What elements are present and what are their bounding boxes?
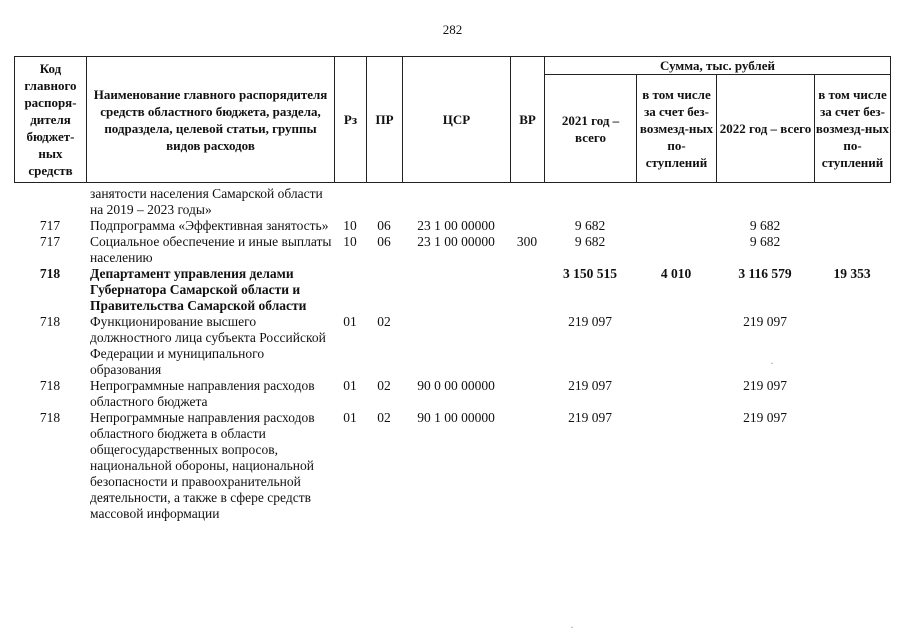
row-2021-total: 3 150 515 bbox=[563, 266, 617, 281]
row-2022-free bbox=[814, 314, 890, 378]
row-pr: 06 bbox=[377, 234, 391, 249]
row-pr: 06 bbox=[377, 218, 391, 233]
row-2021-free bbox=[636, 410, 716, 522]
header-2022-free: в том числе за счет без-возмезд-ных по-ступлений bbox=[815, 75, 891, 183]
row-2021-total: 219 097 bbox=[568, 410, 612, 425]
row-2022-total: 3 116 579 bbox=[738, 266, 792, 281]
row-vr bbox=[510, 266, 544, 314]
table-body bbox=[14, 186, 890, 522]
row-vr bbox=[510, 314, 544, 378]
row-rz bbox=[334, 266, 366, 314]
header-vr: ВР bbox=[511, 57, 545, 183]
row-name: Социальное обеспечение и иные выплаты населению bbox=[90, 234, 332, 265]
row-pr: 02 bbox=[377, 314, 391, 329]
row-pr: 02 bbox=[377, 378, 391, 393]
row-2021-free: 4 010 bbox=[660, 266, 692, 281]
row-2022-total: 9 682 bbox=[749, 234, 781, 249]
row-2021-free bbox=[636, 378, 716, 410]
row-rz: 10 bbox=[343, 218, 357, 233]
row-name: Непрограммные направления расходов областного бюджета bbox=[90, 378, 315, 409]
row-2021-free bbox=[636, 234, 716, 266]
row-2022-free bbox=[814, 234, 890, 266]
table-row bbox=[14, 314, 890, 378]
row-rz bbox=[334, 186, 366, 218]
header-2021-total: 2021 год – всего bbox=[545, 75, 637, 183]
table-row bbox=[14, 266, 890, 314]
row-2022-free bbox=[814, 218, 890, 234]
row-2021-total: 219 097 bbox=[568, 314, 612, 329]
row-vr bbox=[510, 218, 544, 234]
row-2022-total: 219 097 bbox=[743, 378, 787, 393]
row-code: 718 bbox=[39, 410, 61, 425]
row-2022-free: 19 353 bbox=[833, 266, 871, 281]
row-vr bbox=[510, 186, 544, 218]
row-name: занятости населения Самарской области на 2019 – 2023 годы» bbox=[90, 186, 323, 217]
row-2021-total: 219 097 bbox=[568, 378, 612, 393]
row-2022-free bbox=[814, 378, 890, 410]
table-row bbox=[14, 410, 890, 522]
row-csr: 90 1 00 00000 bbox=[417, 410, 495, 425]
row-2021-total: 9 682 bbox=[574, 218, 606, 233]
scan-speck: · bbox=[570, 620, 574, 634]
row-2021-free bbox=[636, 186, 716, 218]
row-name: Департамент управления делами Губернатора Самарской области и Правительства Самарской области bbox=[90, 266, 307, 313]
row-rz: 01 bbox=[343, 314, 357, 329]
page-number: 282 bbox=[442, 22, 463, 37]
row-code: 718 bbox=[39, 314, 61, 329]
row-2021-free bbox=[636, 218, 716, 234]
header-name: Наименование главного распорядителя средств областного бюджета, раздела, подраздела, целевой статьи, группы видов расходов bbox=[87, 57, 335, 183]
table-row bbox=[14, 234, 890, 266]
row-csr bbox=[402, 186, 510, 218]
row-2022-total: 9 682 bbox=[749, 218, 781, 233]
row-2021-total bbox=[544, 186, 636, 218]
row-csr bbox=[402, 314, 510, 378]
row-csr: 23 1 00 00000 bbox=[417, 218, 495, 233]
row-code: 718 bbox=[39, 378, 61, 393]
row-rz: 01 bbox=[343, 410, 357, 425]
row-2022-free bbox=[814, 410, 890, 522]
row-csr: 90 0 00 00000 bbox=[417, 378, 495, 393]
row-code bbox=[14, 186, 86, 218]
row-vr: 300 bbox=[516, 234, 538, 249]
row-csr: 23 1 00 00000 bbox=[417, 234, 495, 249]
row-rz: 10 bbox=[343, 234, 357, 249]
table-header bbox=[14, 56, 891, 183]
row-vr bbox=[510, 410, 544, 522]
header-sum-title: Сумма, тыс. рублей bbox=[545, 57, 891, 75]
header-csr: ЦСР bbox=[403, 57, 511, 183]
row-name: Непрограммные направления расходов областного бюджета в области общегосударственных вопросов, национальной обороны, национальной безопасности и правоохранительной деятельности, а также в сфере средств массовой информации bbox=[90, 410, 315, 521]
header-2021-free: в том числе за счет без-возмезд-ных по-ступлений bbox=[637, 75, 717, 183]
row-code: 718 bbox=[39, 266, 61, 281]
row-pr: 02 bbox=[377, 410, 391, 425]
row-rz: 01 bbox=[343, 378, 357, 393]
row-name: Функционирование высшего должностного лица субъекта Российской Федерации и муниципального образования bbox=[90, 314, 326, 377]
row-2022-total: 219 097 bbox=[743, 410, 787, 425]
table-row bbox=[14, 186, 890, 218]
row-csr bbox=[402, 266, 510, 314]
table-row bbox=[14, 218, 890, 234]
row-2022-total: 219 097 bbox=[743, 314, 787, 329]
row-pr bbox=[366, 266, 402, 314]
header-code: Код главного распоря-дителя бюджет-ных средств bbox=[15, 57, 87, 183]
header-rz: Рз bbox=[335, 57, 367, 183]
row-2022-total bbox=[716, 186, 814, 218]
header-pr: ПР bbox=[367, 57, 403, 183]
row-pr bbox=[366, 186, 402, 218]
row-2021-free bbox=[636, 314, 716, 378]
row-vr bbox=[510, 378, 544, 410]
row-name: Подпрограмма «Эффективная занятость» bbox=[90, 218, 329, 233]
row-2021-total: 9 682 bbox=[574, 234, 606, 249]
row-2022-free bbox=[814, 186, 890, 218]
row-code: 717 bbox=[39, 234, 61, 249]
row-code: 717 bbox=[39, 218, 61, 233]
scan-speck: · bbox=[770, 356, 774, 370]
table-row bbox=[14, 378, 890, 410]
header-2022-total: 2022 год – всего bbox=[717, 75, 815, 183]
